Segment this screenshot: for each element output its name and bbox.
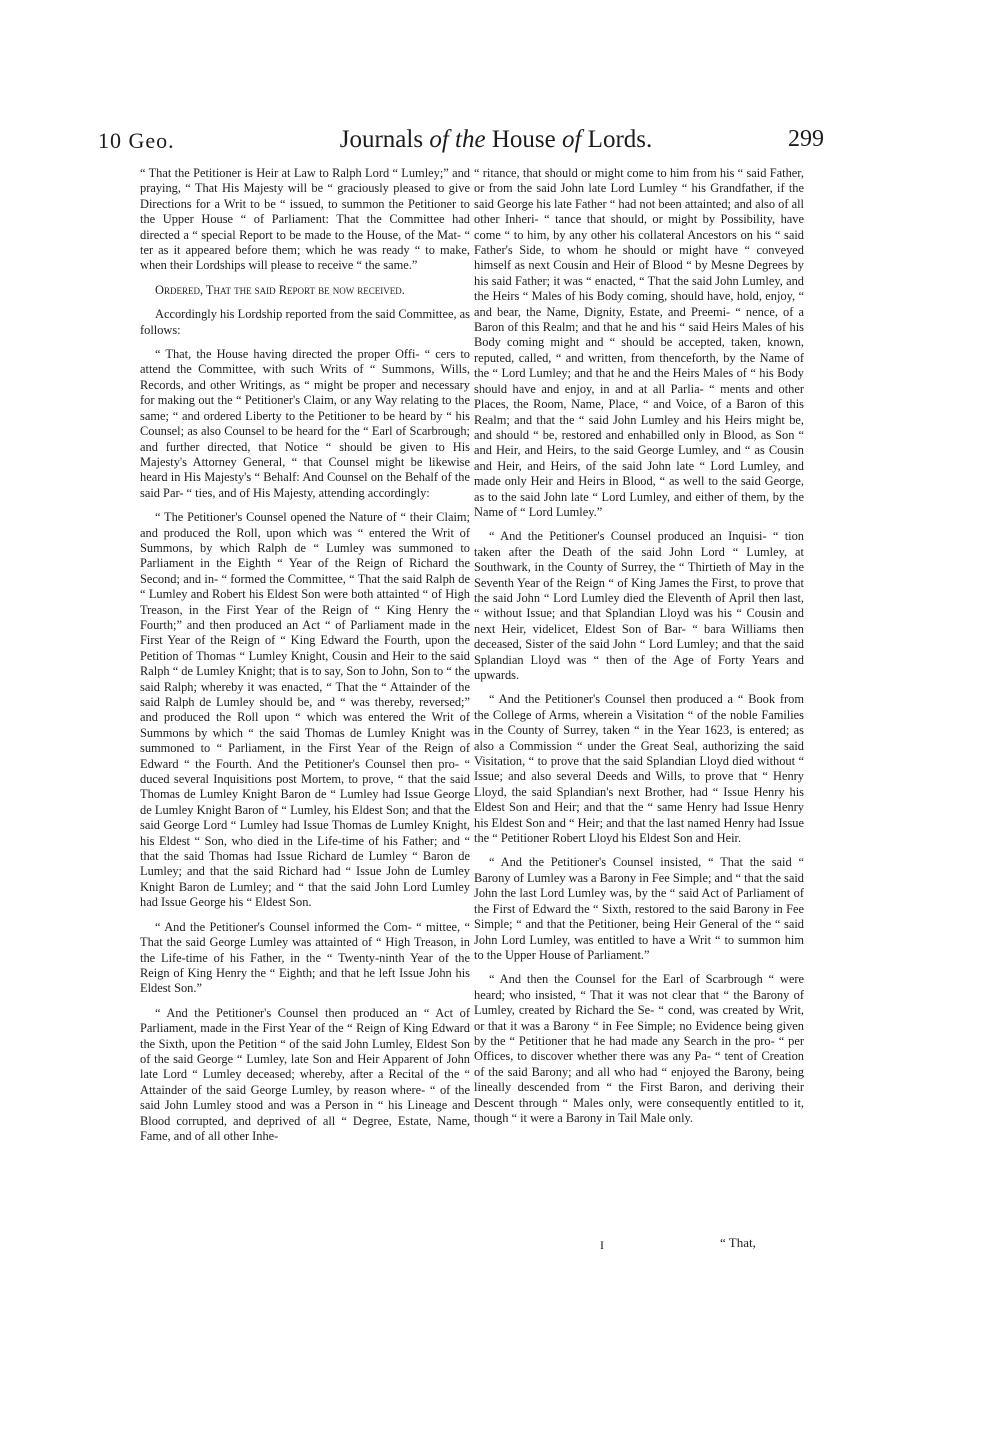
- signature-mark: I: [600, 1238, 604, 1252]
- running-title: [0, 126, 992, 154]
- paragraph: “ That the Petitioner is Heir at Law to Ralph Lord “ Lumley;” and praying, “ That His Majesty will be “ graciously pleased to give Directions for a Writ to be “ issued, to summon the Petitioner to the Upper House “ of Parliament: That the Committee had directed a “ special Report to be made to the House, of the Mat- “ ter as it appeared before them; which he was ready “ to make, when their Lordships will please to receive “ the same.”: [140, 166, 470, 273]
- paragraph: “ The Petitioner's Counsel opened the Nature of “ their Claim; and produced the Roll, upon which was “ entered the Writ of Summons, by which Ralph de “ Lumley was summoned to Parliament in the Eighth “ Year of the Reign of Richard the Second; and in- “ formed the Committee, “ That the said Ralph de “ Lumley and Robert his Eldest Son were both attainted “ of High Treason, in the First Year of the Reign of “ King Henry the Fourth;” and then produced an Act “ of Parliament made in the First Year of the Reign of “ King Edward the Fourth, upon the Petition of Thomas “ Lumley Knight, Cousin and Heir to the said Ralph “ de Lumley Knight; that is to say, Son to John, Son to “ the said Ralph; whereby it was enacted, “ That the “ Attainder of the said Ralph de Lumley should be, and “ was thereby, reversed;” and produced the Roll upon “ which was entered the Writ of Summons by which “ the said Thomas de Lumley Knight was summoned to “ Parliament, in the First Year of the Reign of Edward “ the Fourth. And the Petitioner's Counsel then pro- “ duced several Inquisitions post Mortem, to prove, “ that the said Thomas de Lumley Knight Baron de “ Lumley had Issue George de Lumley Knight Baron of “ Lumley, his Eldest Son; and that the said George Lord “ Lumley had Issue Thomas de Lumley Knight, his Eldest “ Son, who died in the Life-time of his Father; and “ that the said Thomas had Issue Richard de Lumley “ Baron de Lumley; and that the said Richard had “ Issue John de Lumley Knight Baron de Lumley; and “ that the said John Lord Lumley had Issue George his “ Eldest Son.: [140, 510, 470, 910]
- title-house: House: [491, 126, 556, 153]
- right-column: [474, 166, 804, 1135]
- running-head-regnal-year: 10 Geo.: [98, 128, 175, 153]
- paragraph: “ And the Petitioner's Counsel then produced a “ Book from the College of Arms, wherein a Visitation “ of the noble Families in the County of Surrey, taken “ in the Year 1623, is entered; as also a Commission “ under the Great Seal, authorizing the said Visitation, “ to prove that the said Splandian Lloyd died without “ Issue; and also several Deeds and Wills, to prove that “ Henry Lloyd, the said Splandian's next Brother, had “ Issue Henry his Eldest Son and Heir; and that the “ same Henry had Issue Henry his Eldest Son and “ Heir; and that the last named Henry had Issue the “ Petitioner Robert Lloyd his Eldest Son and Heir.: [474, 692, 804, 846]
- left-column: [140, 166, 470, 1153]
- title-of: of: [555, 126, 588, 153]
- title-lords: Lords.: [587, 126, 653, 153]
- paragraph: “ And the Petitioner's Counsel produced an Inquisi- “ tion taken after the Death of the said John Lord “ Lumley, at Southwark, in the County of Surrey, the “ Thirtieth of May in the Seventh Year of the Reign “ of King James the First, to prove that the said John “ Lord Lumley died the Eleventh of April then last, “ without Issue; and that Splandian Lloyd was his “ Cousin and next Heir, videlicet, Eldest Son of Bar- “ bara Williams then deceased, Sister of the said John “ Lord Lumley; and that the said Splandian Lloyd was “ then of the Age of Forty Years and upwards.: [474, 529, 804, 682]
- title-of-the: of the: [423, 126, 492, 153]
- paragraph: Accordingly his Lordship reported from the said Committee, as follows:: [140, 307, 470, 337]
- catchword: “ That,: [720, 1235, 756, 1250]
- paragraph: “ And the Petitioner's Counsel then produced an “ Act of Parliament, made in the First Year of the “ Reign of King Edward the Sixth, upon the Petition “ of the said John Lumley, Eldest Son of the said George “ Lumley, late Son and Heir Apparent of John late Lord “ Lumley deceased; whereby, after a Recital of the “ Attainder of the said George Lumley, by reason where- “ of the said John Lumley stood and was a Person in “ his Lineage and Blood corrupted, and deprived of all “ Degree, Estate, Name, Fame, and of all other Inhe-: [140, 1005, 470, 1143]
- paragraph: “ ritance, that should or might come to him from his “ said Father, or from the said John late Lord Lumley “ his Grandfather, if the said George his late Father “ had not been attainted; and also of all other Inheri- “ tance that should, or might by Possibility, have come “ to him, by any other his collateral Ancestors on his “ said Father's Side, to whom he should or might have “ conveyed himself as next Cousin and Heir of Blood “ by Mesne Degrees by his said Father; it was “ enacted, “ That the said John Lumley, and the Heirs “ Males of his Body coming, should have, hold, enjoy, “ and bear, the Name, Dignity, Estate, and Preemi- “ nence, of a Baron of this Realm; and that he and his “ said Heirs Males of his Body coming might and “ should be accepted, taken, known, reputed, called, “ and written, from thenceforth, by the Name of the “ Lord Lumley; and that he and the Heirs Males of “ his Body should have and enjoy, in and at all Parlia- “ ments and other Places, the Room, Name, Place, “ and Voice, of a Baron of this Realm; and that the “ said John Lumley and his Heirs might be, and should “ be, restored and enhabilled only in Blood, as Son “ and Heir, and Heirs, to the said George Lumley, and “ as Cousin and Heir, and Heirs, of the said John late “ Lord Lumley, and made only Heir and Heirs in Blood, “ as well to the said George, as to the said John late “ Lord Lumley, and either of them, by the Name of “ Lord Lumley.”: [474, 166, 804, 519]
- title-journals: Journals: [339, 126, 424, 153]
- paragraph: “ That, the House having directed the proper Offi- “ cers to attend the Committee, with such Writs of “ Summons, Wills, Records, and other Writings, as “ might be proper and necessary for making out the “ Petitioner's Claim, or any Way relating to the same; “ and ordered Liberty to the Petitioner to be heard by “ his Counsel; as also Counsel to be heard for the “ Earl of Scarbrough; and further directed, that Notice “ should be given to His Majesty's Attorney General, “ that Counsel might be likewise heard in His Majesty's “ Behalf: And Counsel on the Behalf of the said Par- “ ties, and of His Majesty, attending accordingly:: [140, 347, 470, 500]
- paragraph: “ And the Petitioner's Counsel informed the Com- “ mittee, “ That the said George Lumley was attainted of “ High Treason, in the Life-time of his Father, in the “ Twenty-ninth Year of the Reign of King Henry the “ Eighth; and that he left Issue John his Eldest Son.”: [140, 919, 470, 996]
- ordered-paragraph: Ordered, That the said Report be now received.: [155, 282, 405, 297]
- page-number: 299: [788, 126, 824, 152]
- paragraph: “ And then the Counsel for the Earl of Scarbrough “ were heard; who insisted, “ That it was not clear that “ the Barony of Lumley, created by Richard the Se- “ cond, was created by Writ, or that it was a Barony “ in Fee Simple; no Evidence being given by the “ Petitioner that he had made any Search in the pro- “ per Offices, to discover whether there was any Pa- “ tent of Creation of the said Barony; and all who had “ enjoyed the Barony, being lineally descended from “ the First Baron, and deriving their Descent through “ Males only, were consequently entitled to it, though “ it were a Barony in Tail Male only.: [474, 972, 804, 1125]
- paragraph: “ And the Petitioner's Counsel insisted, “ That the said “ Barony of Lumley was a Barony in Fee Simple; and “ that the said John the last Lord Lumley was, by the “ said Act of Parliament of the First of Edward the “ Sixth, restored to the said Barony in Fee Simple; “ and that the Petitioner, being Heir General of the “ said John Lord Lumley, was entitled to have a Writ “ to summon him to the Upper House of Parliament.”: [474, 855, 804, 962]
